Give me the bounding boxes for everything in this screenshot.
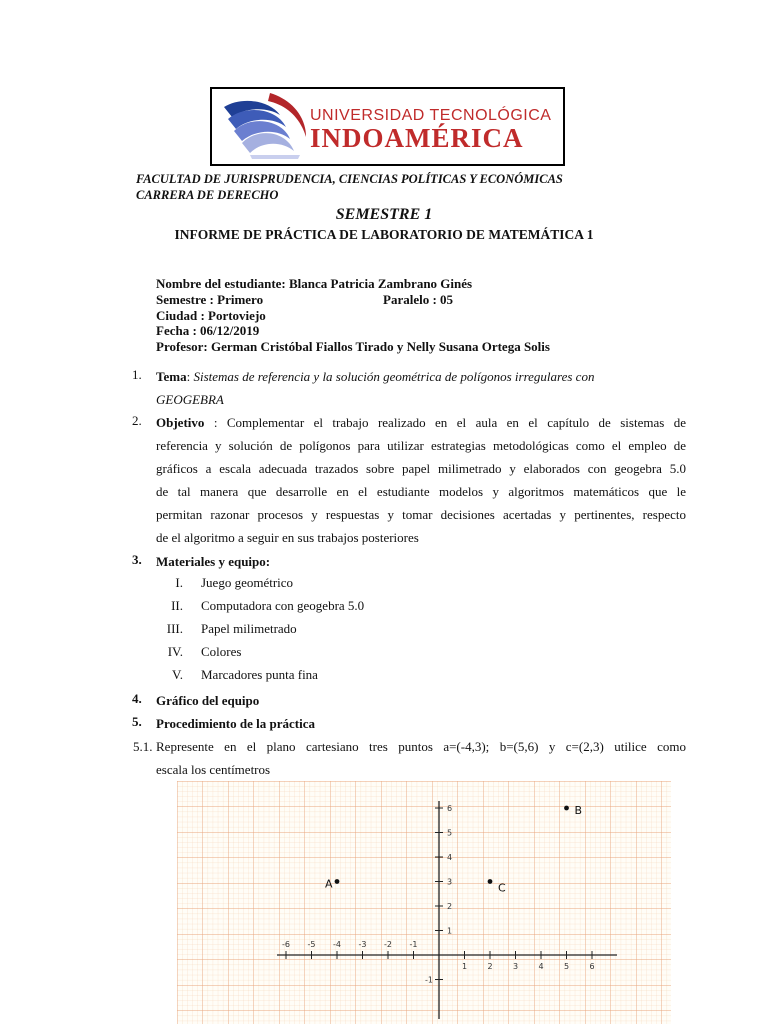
material-3: Papel milimetrado (201, 621, 297, 636)
x-tick-label: -3 (358, 940, 367, 949)
x-tick-label: -4 (333, 940, 341, 949)
material-5-number: V. (172, 667, 183, 682)
subsection-5-1-line-1: Represente en el plano cartesiano tres puntos a=(-4,3); b=(5,6) y c=(2,3) utilice como (156, 739, 686, 754)
material-2: Computadora con geogebra 5.0 (201, 598, 365, 613)
section-2-label: Objetivo (156, 415, 205, 430)
section-1-number: 1. (132, 367, 142, 382)
y-tick-label: 4 (447, 853, 453, 862)
material-4-number: IV. (167, 644, 183, 659)
point-label-a: A (325, 877, 333, 891)
section-1-tema (156, 365, 686, 411)
section-3-number: 3. (132, 552, 142, 567)
objective-line-6: de el algoritmo a seguir en sus trabajos posteriores (156, 530, 419, 545)
section-1-colon: : (186, 369, 194, 384)
y-tick-label: 2 (447, 902, 453, 911)
y-tick-label: 1 (447, 926, 453, 936)
x-tick-label: -5 (307, 940, 316, 949)
student-paralelo: Paralelo : 05 (383, 292, 454, 307)
y-tick-label: -1 (425, 975, 433, 985)
objective-line-5: permitan razonar procesos y respuestas y tomar decisiones acertadas y pertinentes, respecto (156, 507, 686, 522)
section-3-label: Materiales y equipo: (156, 554, 271, 569)
student-city: Ciudad : Portoviejo (156, 308, 266, 323)
logo-text-main: INDOAMÉRICA (310, 123, 524, 153)
semester-title: SEMESTRE 1 (335, 206, 433, 223)
objective-line-2: referencia y solución de polígonos para utilizar estrategias metodológicas como el empleo de (156, 438, 686, 453)
objective-line-1: : Complementar el trabajo realizado en el aula en el capítulo de sistemas de (204, 415, 686, 430)
career-name: CARRERA DE DERECHO (136, 188, 279, 202)
material-1-number: I. (175, 575, 183, 590)
x-tick-label: 4 (538, 962, 544, 971)
objective-line-3: gráficos a escala adecuada trazados sobre papel milimetrado y elaborados con geogebra 5.0 (156, 461, 686, 476)
subsection-5-1-number: 5.1. (133, 739, 153, 754)
y-tick-label: 6 (447, 804, 453, 813)
section-1-text: Sistemas de referencia y la solución geométrica de polígonos irregulares con (193, 369, 595, 384)
university-logo (210, 87, 565, 166)
section-5-number: 5. (132, 714, 142, 729)
logo-emblem-icon (220, 93, 312, 163)
x-tick-label: 6 (589, 962, 595, 971)
x-tick-label: -2 (384, 940, 392, 949)
section-2-number: 2. (132, 413, 142, 428)
subsection-5-1-text (156, 735, 686, 781)
section-1-label: Tema (156, 369, 187, 384)
point-a (335, 879, 340, 884)
y-tick-label: 5 (447, 828, 453, 838)
subsection-5-1-line-2: escala los centímetros (156, 762, 271, 777)
x-tick-label: -1 (409, 940, 418, 949)
section-4-number: 4. (132, 691, 142, 706)
point-b (564, 806, 569, 811)
x-tick-label: 5 (563, 962, 570, 971)
faculty-name: FACULTAD DE JURISPRUDENCIA, CIENCIAS POLÍTICAS Y ECONÓMICAS (136, 172, 563, 186)
x-tick-label: -6 (282, 940, 290, 949)
objective-line-4: de tal manera que desarrolle en el estudiante modelos y algoritmos matemáticos que le (156, 484, 686, 499)
cartesian-plane (177, 781, 671, 1024)
section-1-text-cont: GEOGEBRA (156, 392, 224, 407)
material-3-number: III. (166, 621, 183, 636)
y-tick-label: 3 (447, 877, 453, 887)
section-4-label: Gráfico del equipo (156, 693, 260, 708)
section-2-objetivo (156, 411, 686, 549)
student-semester: Semestre : Primero (156, 292, 264, 307)
report-date: Fecha : 06/12/2019 (156, 323, 260, 338)
material-2-number: II. (171, 598, 183, 613)
material-1: Juego geométrico (201, 575, 294, 590)
point-label-c: C (498, 881, 506, 895)
material-4: Colores (201, 644, 242, 659)
report-title: INFORME DE PRÁCTICA DE LABORATORIO DE MATEMÁTICA 1 (174, 227, 594, 242)
point-label-b: B (574, 804, 583, 817)
graph-paper-image (177, 781, 671, 1024)
student-name: Nombre del estudiante: Blanca Patricia Zambrano Ginés (156, 276, 473, 291)
professor-names: Profesor: German Cristóbal Fiallos Tirado y Nelly Susana Ortega Solis (156, 339, 550, 354)
logo-text-top: UNIVERSIDAD TECNOLÓGICA (310, 107, 552, 124)
x-tick-label: 3 (512, 962, 519, 971)
section-5-label: Procedimiento de la práctica (156, 716, 315, 731)
x-tick-label: 1 (461, 962, 468, 971)
x-tick-label: 2 (487, 962, 493, 971)
point-c (488, 879, 493, 884)
material-5: Marcadores punta fina (201, 667, 318, 682)
